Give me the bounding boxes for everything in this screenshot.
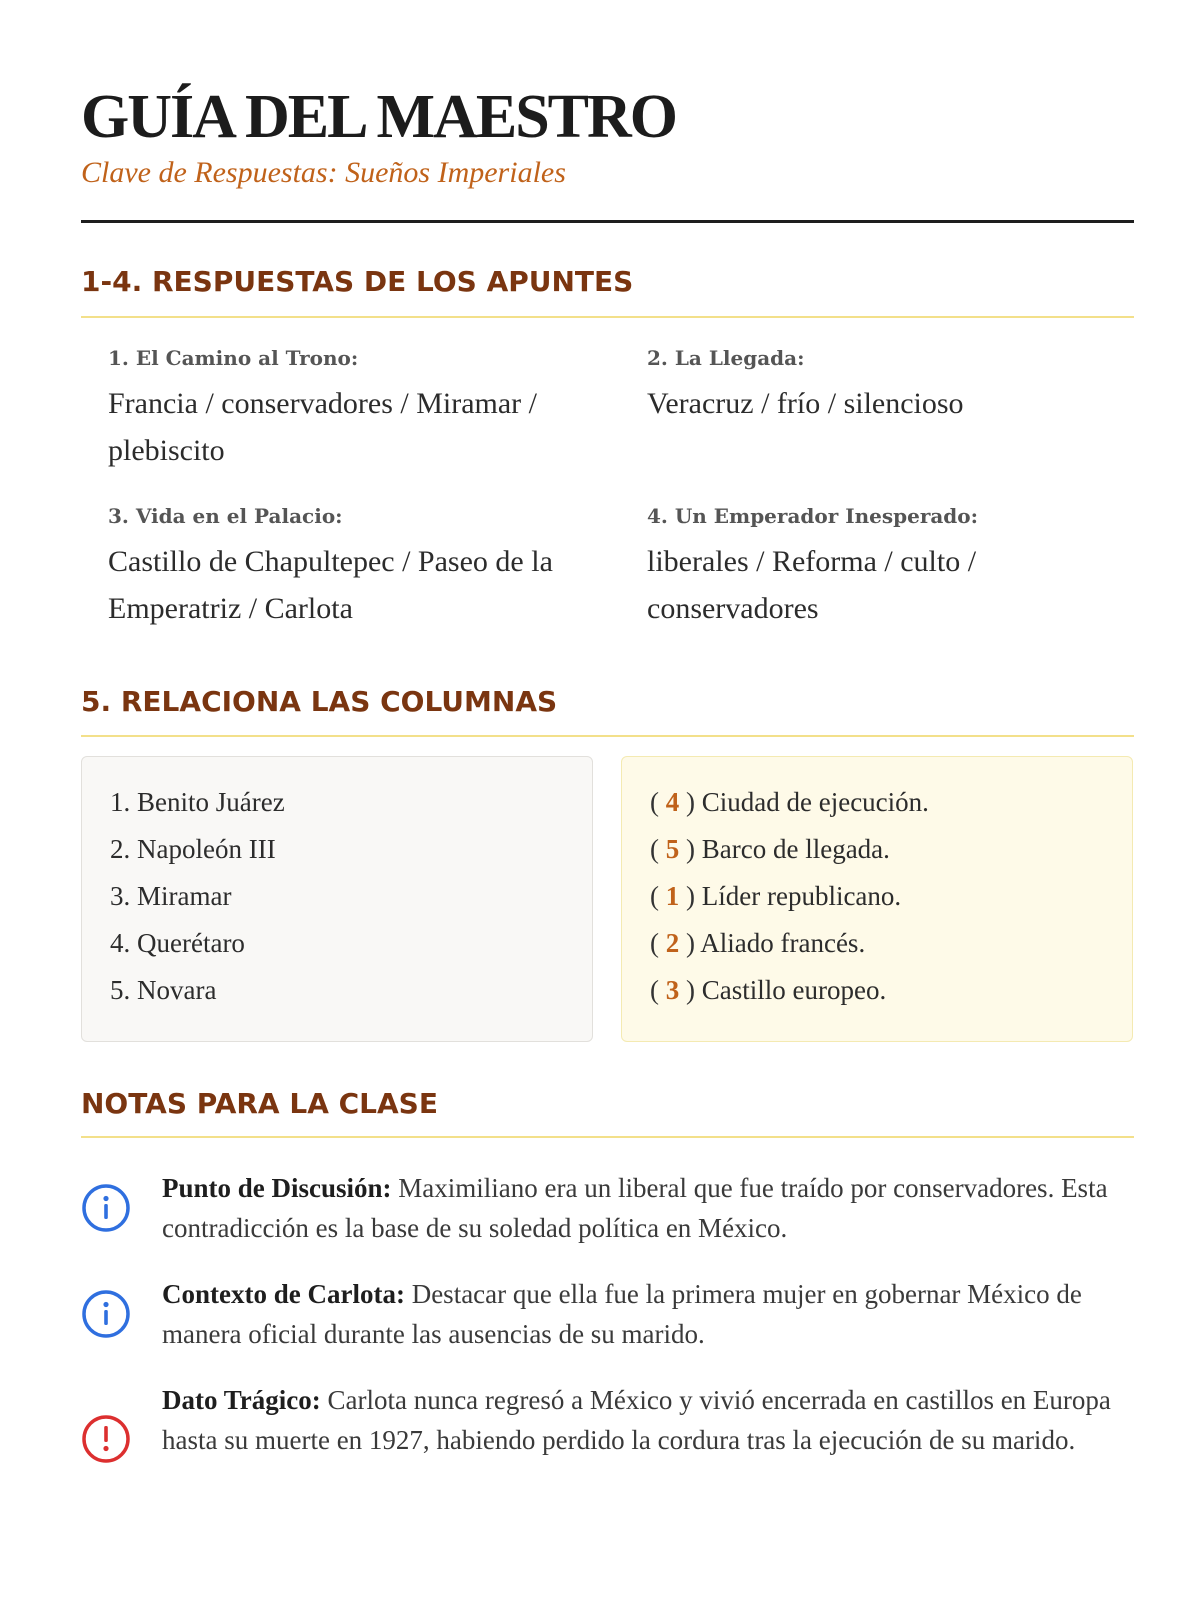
answer-label: 3. Vida en el Palacio: bbox=[108, 504, 343, 528]
paren-close: ) bbox=[686, 928, 695, 958]
page-title: GUÍA DEL MAESTRO bbox=[81, 83, 677, 151]
list-item: 4. Querétaro bbox=[110, 928, 245, 958]
note-text bbox=[162, 1274, 1134, 1354]
section-title-notes: NOTAS PARA LA CLASE bbox=[81, 1087, 438, 1120]
answer-block bbox=[108, 346, 647, 474]
note-body: Maximiliano era un liberal que fue traído por conservadores. Esta contradicción es la base de su soledad política en México. bbox=[162, 1173, 1108, 1243]
answer-text: liberales / Reforma / culto / conservadores bbox=[647, 545, 977, 625]
item-text: Líder republicano. bbox=[701, 881, 902, 911]
paren-open: ( bbox=[650, 834, 659, 864]
list-item: 1. Benito Juárez bbox=[110, 787, 285, 817]
list-item: 5. Novara bbox=[110, 975, 217, 1005]
section-divider-match bbox=[81, 735, 1134, 737]
list-item: 3. Miramar bbox=[110, 881, 232, 911]
answers-grid bbox=[108, 346, 1134, 632]
paren-open: ( bbox=[650, 881, 659, 911]
title-divider bbox=[81, 220, 1134, 223]
note-item bbox=[81, 1274, 1134, 1354]
answer-text: Castillo de Chapultepec / Paseo de la Emperatriz / Carlota bbox=[108, 545, 553, 625]
paren-close: ) bbox=[686, 787, 695, 817]
note-label: Dato Trágico: bbox=[162, 1385, 321, 1415]
note-text bbox=[162, 1380, 1134, 1460]
list-item: 2. Napoleón III bbox=[110, 834, 276, 864]
item-text: Aliado francés. bbox=[700, 928, 866, 958]
answer-text: Veracruz / frío / silencioso bbox=[647, 387, 964, 420]
info-icon bbox=[81, 1289, 131, 1339]
page-subtitle: Clave de Respuestas: Sueños Imperiales bbox=[81, 156, 566, 189]
note-item bbox=[81, 1380, 1134, 1460]
paren-close: ) bbox=[686, 834, 695, 864]
paren-open: ( bbox=[650, 787, 659, 817]
list-item bbox=[650, 967, 1132, 1014]
section-divider-notes bbox=[81, 1136, 1134, 1138]
paren-open: ( bbox=[650, 928, 659, 958]
note-body: Destacar que ella fue la primera mujer en gobernar México de manera oficial durante las ausencias de su marido. bbox=[162, 1279, 1082, 1349]
paren-open: ( bbox=[650, 975, 659, 1005]
answer-block bbox=[647, 504, 1134, 632]
paren-close: ) bbox=[686, 881, 695, 911]
paren-close: ) bbox=[686, 975, 695, 1005]
note-text bbox=[162, 1168, 1134, 1248]
note-label: Punto de Discusión: bbox=[162, 1173, 392, 1203]
item-text: Barco de llegada. bbox=[701, 834, 890, 864]
alert-icon bbox=[81, 1414, 131, 1464]
item-text: Castillo europeo. bbox=[701, 975, 887, 1005]
answer-number: 5 bbox=[665, 834, 680, 864]
answer-number: 1 bbox=[665, 881, 680, 911]
answer-block bbox=[108, 504, 647, 632]
info-icon bbox=[81, 1183, 131, 1233]
item-text: Ciudad de ejecución. bbox=[701, 787, 929, 817]
answer-label: 2. La Llegada: bbox=[647, 346, 805, 370]
note-body: Carlota nunca regresó a México y vivió encerrada en castillos en Europa hasta su muerte en 1927, habiendo perdido la cordura tras la ejecución de su marido. bbox=[162, 1385, 1111, 1455]
answer-number: 2 bbox=[665, 928, 680, 958]
answer-text: Francia / conservadores / Miramar / plebiscito bbox=[108, 387, 538, 467]
match-left-column bbox=[81, 756, 593, 1042]
list-item bbox=[650, 920, 1132, 967]
answer-label: 1. El Camino al Trono: bbox=[108, 346, 359, 370]
match-right-column bbox=[621, 756, 1133, 1042]
answer-block bbox=[647, 346, 1134, 474]
answer-number: 3 bbox=[665, 975, 680, 1005]
list-item bbox=[650, 779, 1132, 826]
list-item bbox=[650, 826, 1132, 873]
note-item bbox=[81, 1168, 1134, 1248]
notes-list bbox=[81, 1168, 1134, 1486]
answer-label: 4. Un Emperador Inesperado: bbox=[647, 504, 979, 528]
note-label: Contexto de Carlota: bbox=[162, 1279, 405, 1309]
section-title-match: 5. RELACIONA LAS COLUMNAS bbox=[81, 685, 558, 718]
section-title-answers: 1-4. RESPUESTAS DE LOS APUNTES bbox=[81, 265, 634, 298]
answer-number: 4 bbox=[665, 787, 680, 817]
list-item bbox=[650, 873, 1132, 920]
section-divider-answers bbox=[81, 316, 1134, 318]
